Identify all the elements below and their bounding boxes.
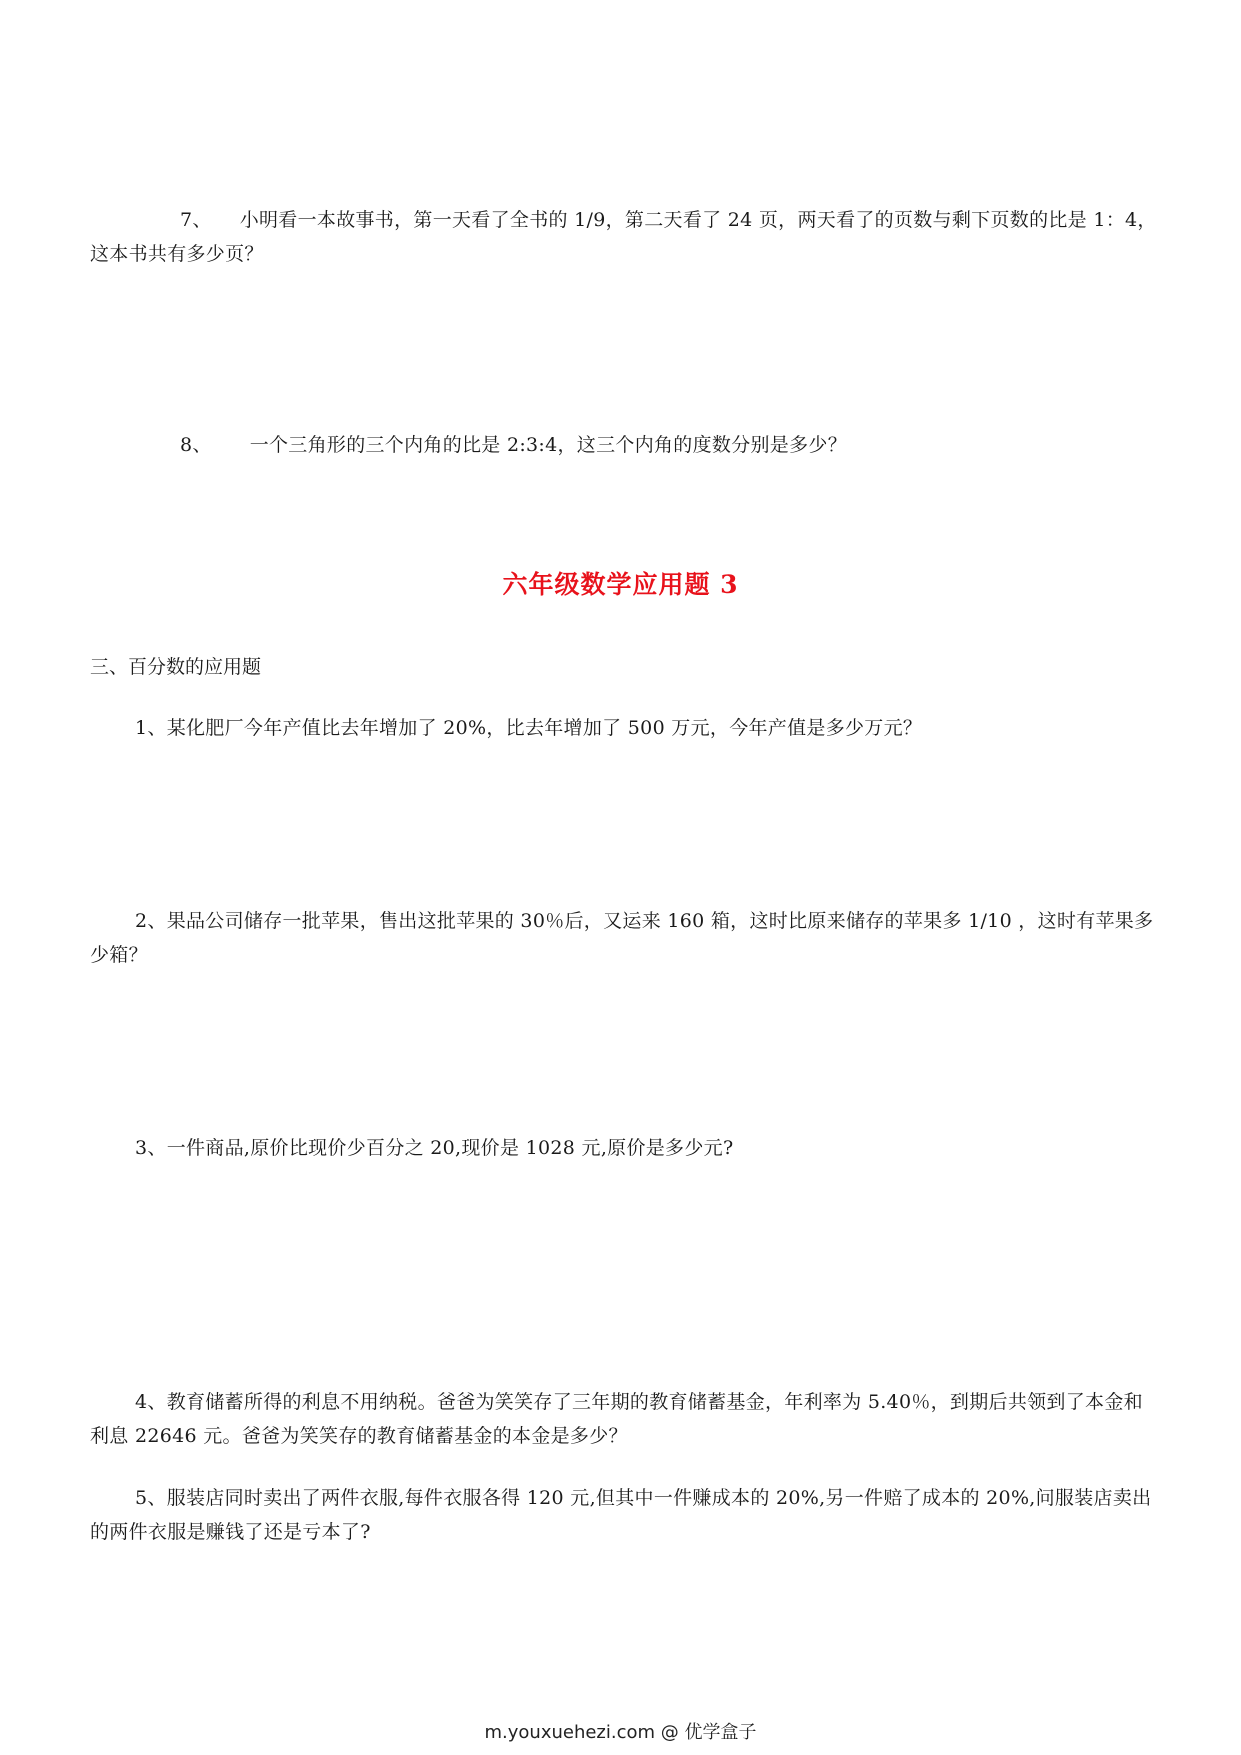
question-7-number: 7、 [180,209,212,231]
question-5: 5、服装店同时卖出了两件衣服,每件衣服各得 120 元,但其中一件赚成本的 20%,另一件赔了成本的 20%,问服装店卖出的两件衣服是赚钱了还是亏本了? [90,1487,1152,1543]
question-7 [90,203,1160,271]
question-8-number: 8、 [180,434,212,456]
footer-watermark: m.youxuehezi.com @ 优学盒子 [484,1722,757,1743]
question-8-text: 一个三角形的三个内角的比是 2:3:4，这三个内角的度数分别是多少？ [249,434,848,456]
section-heading: 三、百分数的应用题 [90,656,262,678]
question-7-text: 小明看一本故事书，第一天看了全书的 1/9，第二天看了 24 页，两天看了的页数与剩下页数的比是 1：4，这本书共有多少页？ [90,209,1157,265]
worksheet-title: 六年级数学应用题 3 [502,570,739,599]
question-3: 3、一件商品,原价比现价少百分之 20,现价是 1028 元,原价是多少元? [135,1137,734,1159]
question-1: 1、某化肥厂今年产值比去年增加了 20%，比去年增加了 500 万元，今年产值是多少万元？ [135,717,923,739]
question-4: 4、教育储蓄所得的利息不用纳税。爸爸为笑笑存了三年期的教育储蓄基金，年利率为 5.40％，到期后共领到了本金和利息 22646 元。爸爸为笑笑存的教育储蓄基金的本金是多少？ [90,1391,1143,1447]
question-2: 2、果品公司储存一批苹果，售出这批苹果的 30％后，又运来 160 箱，这时比原来储存的苹果多 1/10 ，这时有苹果多少箱？ [90,910,1154,966]
question-8 [90,428,1160,462]
